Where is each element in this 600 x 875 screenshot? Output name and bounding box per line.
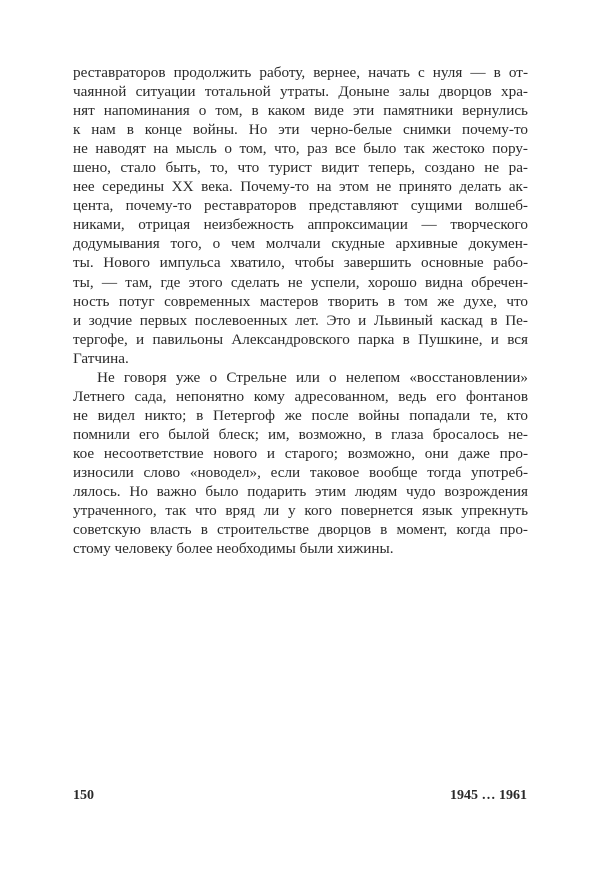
- text-line: лялось. Но важно было подарить этим людям чудо возрождения: [73, 483, 528, 501]
- text-line: ты, — там, где этого сделать не успели, хорошо видна обречен-: [73, 273, 528, 291]
- text-line: шено, стало быть, то, что турист видит теперь, создано не ра-: [73, 159, 528, 177]
- text-line: реставраторов продолжить работу, вернее, начать с нуля — в от-: [73, 64, 528, 81]
- text-line: ность потуг современных мастеров творить в том же духе, что: [73, 292, 528, 310]
- text-line: чаянной ситуации тотальной утраты. Доныне залы дворцов хра-: [73, 83, 528, 101]
- text-line: не наводят на мысль о том, что, раз все было так жестоко пору-: [73, 140, 528, 158]
- text-line: Гатчина.: [73, 349, 129, 367]
- paragraph: [73, 63, 528, 368]
- text-line: советскую власть в строительстве дворцов в момент, когда про-: [73, 521, 528, 539]
- page-number: 150: [73, 788, 94, 803]
- text-line: тергофе, и павильоны Александровского парка в Пушкине, и вся: [73, 330, 528, 348]
- text-line: износили слово «новодел», если таковое вообще тогда употреб-: [73, 463, 528, 481]
- text-line: додумывания того, о чем молчали скудные архивные докумен-: [73, 235, 528, 253]
- text-line: к нам в конце войны. Но эти черно-белые снимки почему-то: [73, 121, 528, 139]
- text-line: Не говоря уже о Стрельне или о нелепом «восстановлении»: [97, 368, 528, 386]
- paragraph: [73, 368, 528, 558]
- text-line: нее середины XX века. Почему-то на этом не принято делать ак-: [73, 178, 528, 196]
- text-line: помнили его былой блеск; им, возможно, в глаза бросалось не-: [73, 425, 528, 443]
- text-line: Летнего сада, непонятно кому адресованном, ведь его фонтанов: [73, 387, 528, 405]
- running-title: 1945 … 1961: [450, 788, 527, 803]
- text-line: утраченного, так что вряд ли у кого повернется язык упрекнуть: [73, 502, 528, 520]
- text-line: нят напоминания о том, в каком виде эти памятники вернулись: [73, 102, 528, 120]
- body-text: [73, 63, 528, 558]
- text-line: кое несоответствие нового и старого; возможно, они даже про-: [73, 444, 528, 462]
- text-line: никами, отрицая неизбежность аппроксимации — творческого: [73, 216, 528, 234]
- text-line: стому человеку более необходимы были хижины.: [73, 540, 394, 558]
- text-line: и зодчие первых послевоенных лет. Это и Львиный каскад в Пе-: [73, 311, 528, 329]
- text-line: ты. Нового импульса хватило, чтобы завершить основные рабо-: [73, 254, 528, 272]
- text-line: цента, почему-то реставраторов представляют сущими волшеб-: [73, 197, 528, 215]
- text-line: не видел никто; в Петергоф же после войны попадали те, кто: [73, 406, 528, 424]
